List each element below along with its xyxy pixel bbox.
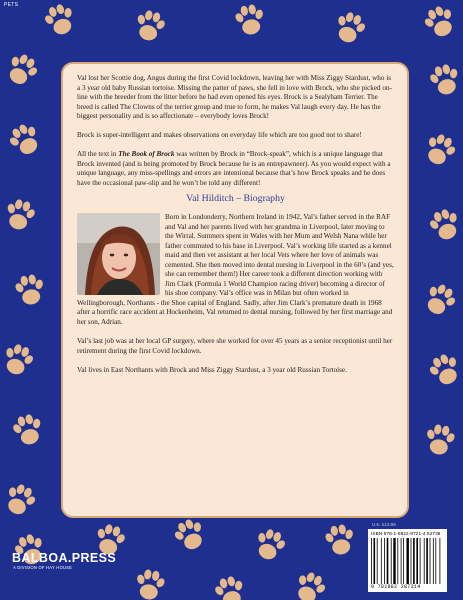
paw-print-icon xyxy=(4,119,45,160)
book-title: The Book of Brock xyxy=(118,150,175,159)
paw-print-icon xyxy=(426,206,463,244)
paw-print-icon xyxy=(420,130,460,170)
isbn-suffix: 52738 xyxy=(426,531,441,536)
publisher-division: A DIVISION OF HAY HOUSE xyxy=(13,565,73,570)
bio-heading: Val Hilditch – Biography xyxy=(186,193,285,205)
paw-print-icon xyxy=(426,62,463,98)
barcode-icon xyxy=(371,538,444,584)
publisher-logo xyxy=(12,551,116,570)
book-paragraph-lead: All the text in xyxy=(77,150,119,159)
paw-print-icon xyxy=(2,49,43,90)
paw-print-icon xyxy=(132,568,167,600)
paw-print-icon xyxy=(1,197,38,233)
paw-print-icon xyxy=(290,568,330,600)
price-label: U.K. £13.99 xyxy=(372,522,396,527)
paw-print-icon xyxy=(420,279,461,320)
paw-print-icon xyxy=(131,8,168,44)
paw-print-icon xyxy=(420,2,460,42)
paw-print-icon xyxy=(41,1,80,39)
isbn-barcode xyxy=(368,529,447,592)
last-job-paragraph: Val’s last job was at her local GP surgery, where she worked for over 45 years as a senior receptionist until her retirement during the first Covid lockdown. xyxy=(77,337,393,355)
paw-print-icon xyxy=(331,9,370,47)
intro-paragraph: Val lost her Scottie dog, Angus during the first Covid lockdown, leaving her with Miss Ziggy Stardust, who is a 3 year old baby Russian tortoise. Missing the patter of paws, she fell in love with Brock, who she picked on-line with the breeder from the litter before he had even opened his eyes. Brock is a Sealyham Terrier. The breed is called The Clowns of the terrier group and true to form, he makes Val laugh every day. He has the biggest personality and is so affectionate – everybody loves Brock! xyxy=(77,74,392,121)
paw-print-icon xyxy=(170,515,210,555)
text-panel xyxy=(61,62,409,518)
lives-paragraph: Val lives in East Northants with Brock and Miss Ziggy Stardust, a 3 year old Russian Tortoise. xyxy=(77,365,347,374)
paw-print-icon xyxy=(425,350,463,390)
barcode-digits: 9 781982 287214 xyxy=(371,584,421,590)
paw-print-icon xyxy=(12,273,47,307)
isbn-number: ISBN 978-1-9822-8721-4 xyxy=(371,531,426,536)
book-paragraph-rest: was written by Brock in “Brock-speak”, which is a unique language that Brock invented (and is being promoted by Brock because he is an entrepawneer). As you would expect with a unique language, any miss-spellings and errors are intentional because that’s how Brock speaks and he does have the occasional paw-slip and he won’t be told any different! xyxy=(77,150,391,187)
paw-print-icon xyxy=(9,412,46,448)
paw-print-icon xyxy=(0,480,40,520)
category-label: PETS xyxy=(4,2,19,8)
paw-print-icon xyxy=(211,574,248,600)
intelligence-paragraph: Brock is super-intelligent and makes observations on everyday life which are too good not to share! xyxy=(77,131,362,140)
isbn-text xyxy=(371,531,441,536)
paw-print-icon xyxy=(322,523,357,557)
publisher-name: BALBOA.PRESS xyxy=(12,551,117,565)
paw-print-icon xyxy=(0,341,37,379)
paw-print-icon xyxy=(251,526,290,564)
bio-section xyxy=(77,213,394,328)
paw-print-icon xyxy=(422,423,457,457)
paw-print-icon xyxy=(232,3,267,37)
author-portrait xyxy=(77,213,160,295)
bio-paragraph: Born in Londonderry, Northern Ireland in 1942, Val’s father served in the RAF and Val and her parents lived with her grandma in Liverpool, later moving to the Wirral. Summers spent in Wales with her Mum and Welsh Nana while her father commuted to his base in Liverpool. Val’s working life started as a kennel maid and then vet assistant at her local Vets where her love of animals was cemented. She then moved into dental nursing in Liverpool in the 60’s (and yes, she can remember them!) Her career took a different direction working with Jim Clark (Formula 1 World Champion racing driver) becoming a director of his shoe company. Val’s office was in Milan but often worked in Wellingborough, Northants - the Shoe capital of England. Sadly, after Jim Clark’s premature death in 1968 after a horrific race accident at Hockenheim, Val returned to dental nursing, followed by her first marriage and her son, Adrian. xyxy=(77,213,394,327)
book-paragraph xyxy=(77,150,394,188)
